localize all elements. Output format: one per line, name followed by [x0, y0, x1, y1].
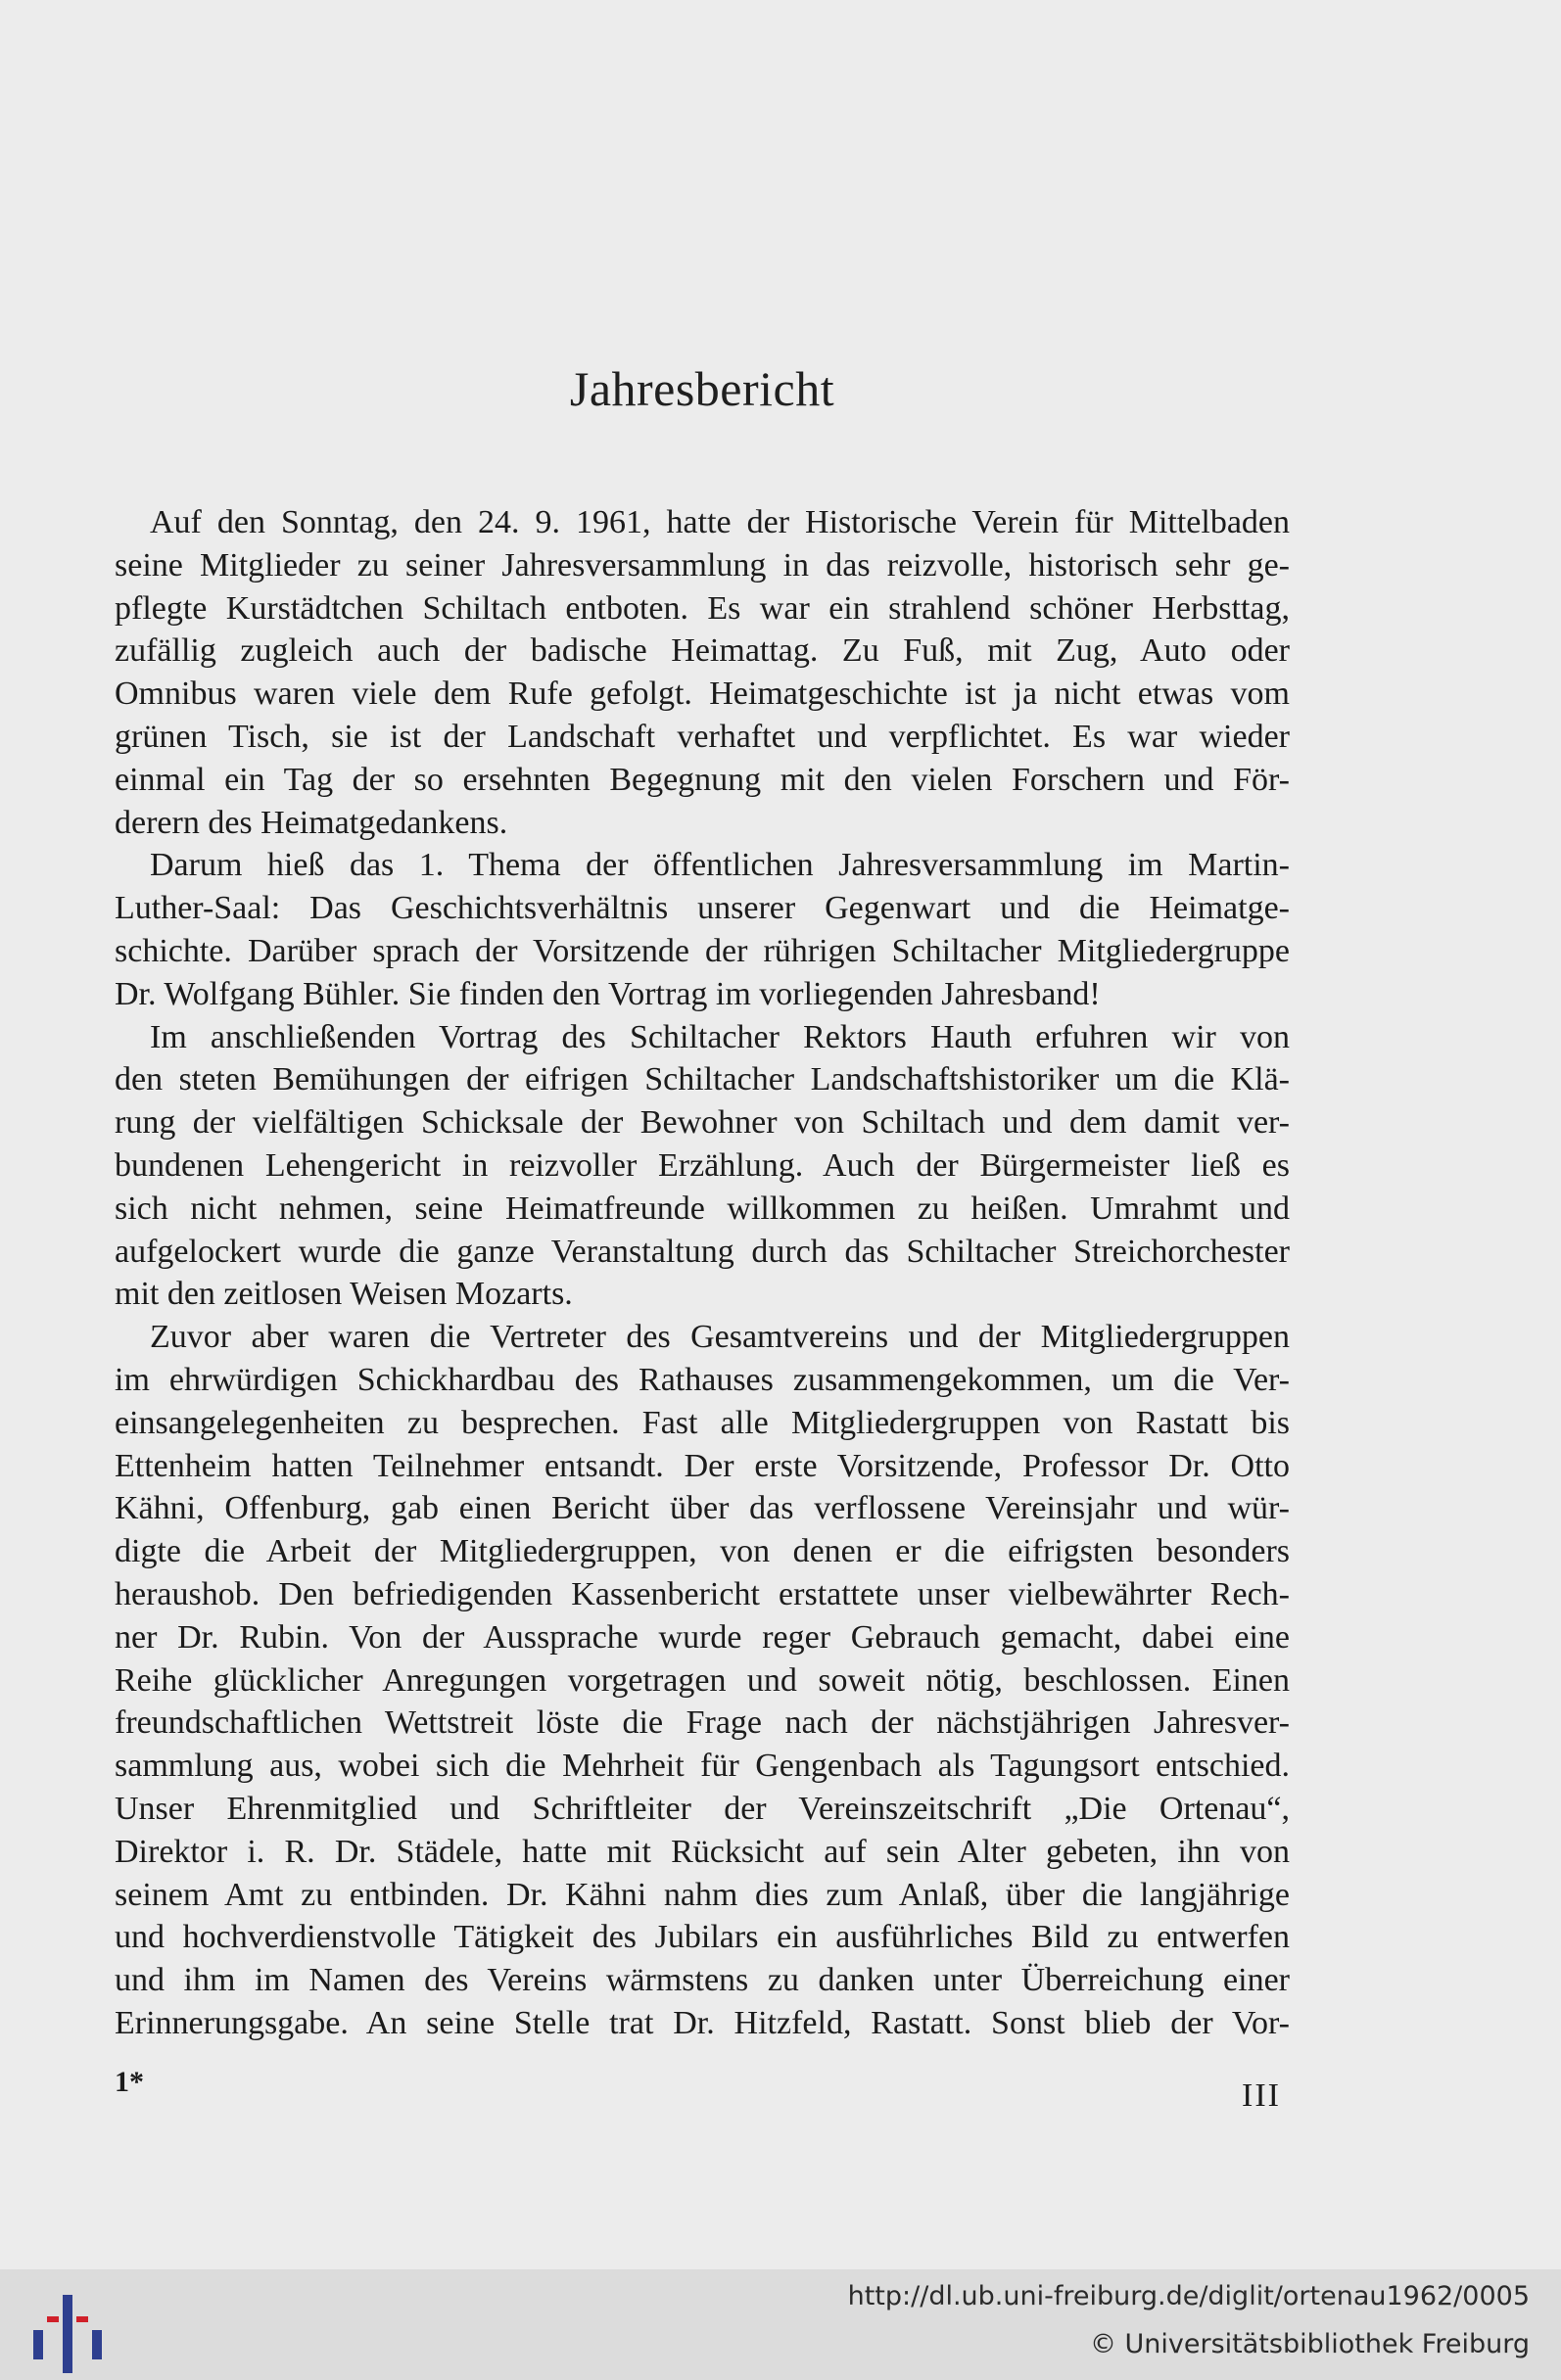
text-line: mit den zeitlosen Weisen Mozarts.	[115, 1276, 573, 1313]
text-line: heraushob. Den befriedigenden Kassenbericht erstattete unser vielbewährter Rech-	[115, 1575, 1290, 1612]
body-text	[115, 501, 1290, 2045]
text-line: sammlung aus, wobei sich die Mehrheit für Gengenbach als Tagungsort entschied.	[115, 1748, 1290, 1785]
text-line: einsangelegenheiten zu besprechen. Fast alle Mitgliedergruppen von Rastatt bis	[115, 1404, 1290, 1441]
signature-mark: 1*	[115, 2066, 144, 2098]
text-line: sich nicht nehmen, seine Heimatfreunde willkommen zu heißen. Umrahmt und	[115, 1190, 1290, 1227]
text-line: Unser Ehrenmitglied und Schriftleiter der Vereinszeitschrift „Die Ortenau“,	[115, 1790, 1290, 1827]
paragraph	[115, 1316, 1290, 2045]
text-line: Direktor i. R. Dr. Städele, hatte mit Rücksicht auf sein Alter gebeten, ihn von	[115, 1833, 1290, 1870]
text-line: Erinnerungsgabe. An seine Stelle trat Dr. Hitzfeld, Rastatt. Sonst blieb der Vor-	[115, 2004, 1290, 2041]
text-line: Zuvor aber waren die Vertreter des Gesamtvereins und der Mitgliedergruppen	[150, 1319, 1290, 1356]
page-number: III	[1242, 2077, 1281, 2114]
page-title: Jahresbericht	[569, 361, 835, 416]
logo-bar-red-right	[76, 2316, 88, 2322]
text-line: und hochverdienstvolle Tätigkeit des Jubilars ein ausführliches Bild zu entwerfen	[115, 1919, 1290, 1956]
text-line: grünen Tisch, sie ist der Landschaft verhaftet und verpflichtet. Es war wieder	[115, 718, 1290, 755]
logo-bar-blue-center	[63, 2295, 72, 2373]
text-line: schichte. Darüber sprach der Vorsitzende der rührigen Schiltacher Mitgliedergruppe	[115, 932, 1290, 969]
text-line: derern des Heimatgedankens.	[115, 804, 508, 841]
text-line: zufällig zugleich auch der badische Heimattag. Zu Fuß, mit Zug, Auto oder	[115, 632, 1290, 670]
text-line: Luther-Saal: Das Geschichtsverhältnis unserer Gegenwart und die Heimatge-	[115, 890, 1290, 927]
text-line: Reihe glücklicher Anregungen vorgetragen und soweit nötig, beschlossen. Einen	[115, 1661, 1290, 1699]
text-line: aufgelockert wurde die ganze Veranstaltung durch das Schiltacher Streichorchester	[115, 1233, 1290, 1270]
text-line: pflegte Kurstädtchen Schiltach entboten. Es war ein strahlend schöner Herbsttag,	[115, 589, 1290, 627]
permalink-url[interactable]: http://dl.ub.uni-freiburg.de/diglit/ortenau1962/0005	[847, 2281, 1530, 2311]
text-line: ner Dr. Rubin. Von der Aussprache wurde reger Gebrauch gemacht, dabei eine	[115, 1618, 1290, 1656]
paragraph	[115, 1016, 1290, 1317]
text-line: digte die Arbeit der Mitgliedergruppen, von denen er die eifrigsten besonders	[115, 1533, 1290, 1570]
text-line: Darum hieß das 1. Thema der öffentlichen Jahresversammlung im Martin-	[150, 847, 1290, 884]
text-line: Kähni, Offenburg, gab einen Bericht über das verflossene Vereinsjahr und wür-	[115, 1490, 1290, 1527]
text-line: bundenen Lehengericht in reizvoller Erzählung. Auch der Bürgermeister ließ es	[115, 1146, 1290, 1184]
text-line: rung der vielfältigen Schicksale der Bewohner von Schiltach und dem damit ver-	[115, 1104, 1290, 1142]
text-line: seinem Amt zu entbinden. Dr. Kähni nahm dies zum Anlaß, über die langjährige	[115, 1876, 1290, 1913]
text-line: seine Mitglieder zu seiner Jahresversammlung in das reizvolle, historisch sehr ge-	[115, 546, 1290, 583]
logo-bar-blue-left	[33, 2330, 43, 2359]
text-line: im ehrwürdigen Schickhardbau des Rathauses zusammengekommen, um die Ver-	[115, 1361, 1290, 1398]
logo-bar-red-left	[47, 2316, 59, 2322]
paragraph	[115, 844, 1290, 1015]
text-line: einmal ein Tag der so ersehnten Begegnung mit den vielen Forschern und För-	[115, 761, 1290, 798]
ub-freiburg-logo-icon[interactable]	[29, 2281, 108, 2375]
copyright-notice: © Universitätsbibliothek Freiburg	[1089, 2329, 1530, 2359]
text-line: und ihm im Namen des Vereins wärmstens zu danken unter Überreichung einer	[115, 1962, 1290, 1999]
text-line: Auf den Sonntag, den 24. 9. 1961, hatte der Historische Verein für Mittelbaden	[150, 504, 1290, 540]
text-line: freundschaftlichen Wettstreit löste die Frage nach der nächstjährigen Jahresver-	[115, 1704, 1290, 1742]
logo-bar-blue-right	[92, 2330, 102, 2359]
text-line: Omnibus waren viele dem Rufe gefolgt. Heimatgeschichte ist ja nicht etwas vom	[115, 676, 1290, 713]
text-line: Dr. Wolfgang Bühler. Sie finden den Vortrag im vorliegenden Jahresband!	[115, 975, 1101, 1012]
text-line: Ettenheim hatten Teilnehmer entsandt. Der erste Vorsitzende, Professor Dr. Otto	[115, 1447, 1290, 1484]
paragraph	[115, 501, 1290, 844]
text-line: den steten Bemühungen der eifrigen Schiltacher Landschaftshistoriker um die Klä-	[115, 1061, 1290, 1098]
text-line: Im anschließenden Vortrag des Schiltacher Rektors Hauth erfuhren wir von	[150, 1018, 1290, 1055]
